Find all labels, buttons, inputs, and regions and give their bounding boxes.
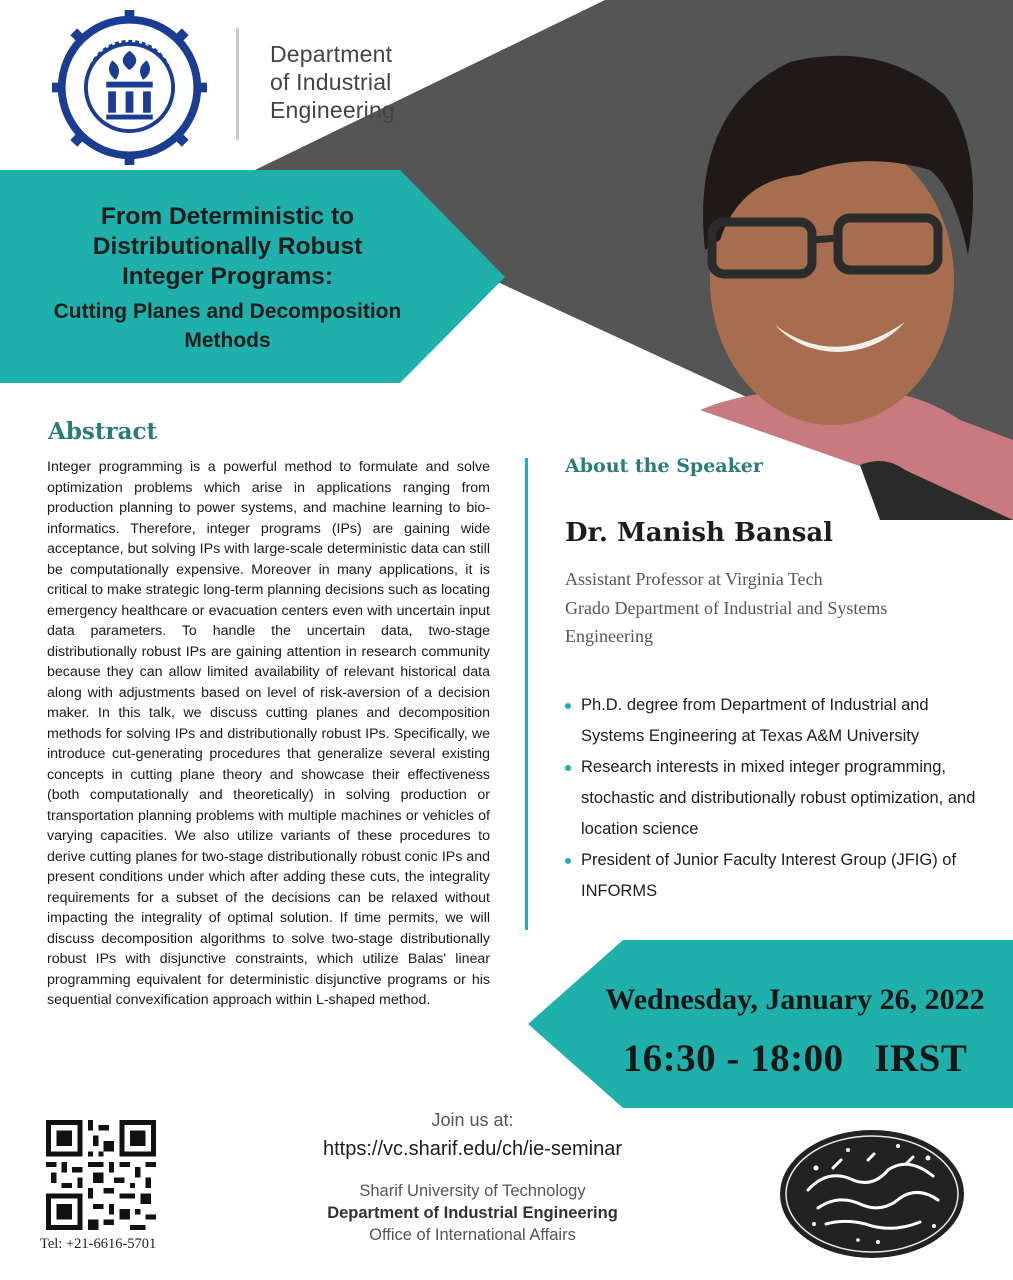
header-divider xyxy=(236,28,239,140)
faculty-seal-emblem xyxy=(778,1128,966,1260)
talk-title: From Deterministic to Distributionally Robust Integer Programs: Cutting Planes and Decomposition Methods xyxy=(30,202,425,355)
abstract-heading: Abstract xyxy=(48,418,158,445)
qr-code[interactable] xyxy=(46,1120,156,1230)
organizer-info: Sharif University of Technology Department of Industrial Engineering Office of International Affairs xyxy=(327,1182,618,1244)
event-date: Wednesday, January 26, 2022 xyxy=(605,983,985,1016)
abstract-body: Integer programming is a powerful method to formulate and solve optimization problems which arise in applications ranging from production planning to power systems, and machine learning to bio-informatics. Therefore, integer programs (IPs) are gaining wide acceptance, but solving IPs with large-scale deterministic data can still be computationally expensive. Moreover in many applications, it is critical to make strategic long-term planning decisions such as locating emergency healthcare or evacuation centers even with uncertain input data parameters. To handle the uncertain data, two-stage distributionally robust IPs are gaining attention in research community because they can allow limited availability of relevant historical data along with adjustments based on level of risk-aversion of a decision maker. In this talk, we discuss cutting planes and decomposition methods for solving IPs and distributionally robust IPs. Specifically, we introduce cut-generating procedures that generalize several existing concepts in cutting plane theory and showcase their effectiveness (both computationally and theoretically) in solving production or transportation planning problems with multiple machines or vehicles of varying capacities. We also utilize variants of these procedures to derive cutting planes for two-stage distributionally robust conic IPs and present conditions under which after adding these cuts, the integrality requirements for a subset of the decisions can be relaxed without impacting the integrality of optimal solution. If time permits, we will discuss decomposition algorithms to solve two-stage distributionally robust IPs with disjunctive constraints, which utilize Balas' linear programming equivalent for deterministic disjunctive programs or his sequential convexification approach within L-shaped method. xyxy=(47,459,490,1008)
telephone-number: Tel: +21-6616-5701 xyxy=(40,1236,157,1252)
speaker-affiliation: Assistant Professor at Virginia Tech Grado Department of Industrial and Systems Engineering xyxy=(565,569,888,646)
speaker-bullets xyxy=(565,690,985,907)
seminar-link[interactable]: https://vc.sharif.edu/ch/ie-seminar xyxy=(322,1138,622,1160)
event-time: 16:30 - 18:00 IRST xyxy=(622,1037,968,1080)
join-label: Join us at: xyxy=(431,1110,514,1130)
list-item: Ph.D. degree from Department of Industrial and Systems Engineering at Texas A&M University xyxy=(565,690,985,752)
list-item: Research interests in mixed integer programming, stochastic and distributionally robust optimization, and location science xyxy=(565,752,985,845)
about-speaker-heading: About the Speaker xyxy=(565,455,763,477)
column-divider xyxy=(525,458,528,930)
date-banner xyxy=(528,940,1013,1108)
department-name: Department of Industrial Engineering xyxy=(270,41,395,123)
sharif-university-logo xyxy=(52,10,207,165)
talk-subtitle: Cutting Planes and Decomposition Methods xyxy=(53,300,402,352)
speaker-name: Dr. Manish Bansal xyxy=(565,518,834,548)
list-item: President of Junior Faculty Interest Group (JFIG) of INFORMS xyxy=(565,845,985,907)
